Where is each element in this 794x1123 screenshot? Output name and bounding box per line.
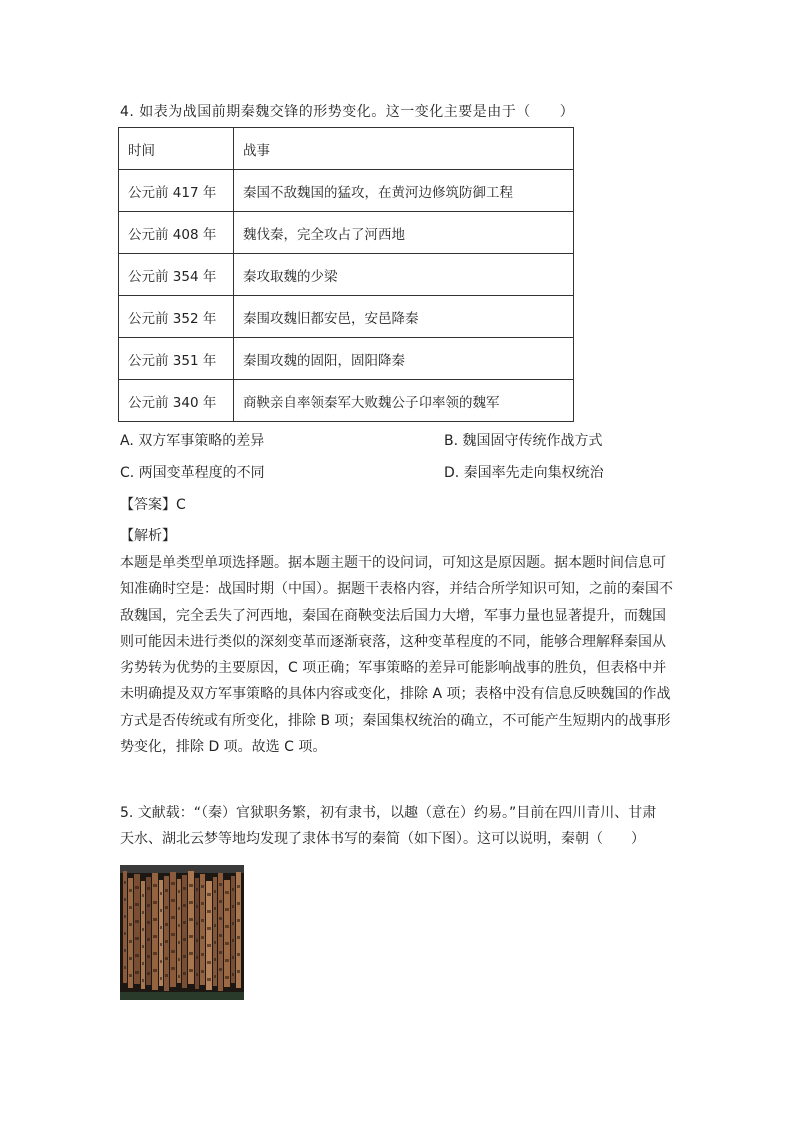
bamboo-slip [164,876,169,991]
row-event: 秦围攻魏的固阳，固阳降秦 [234,338,574,380]
analysis-paragraph [120,550,680,760]
table-row [119,254,574,296]
table-row [119,338,574,380]
bamboo-slip [159,880,163,986]
row-time: 公元前 352 年 [119,296,234,338]
bamboo-slip [128,878,133,988]
row-time: 公元前 417 年 [119,170,234,212]
bamboo-slip [213,877,217,986]
row-time: 公元前 340 年 [119,380,234,422]
question-4-title: 4. 如表为战国前期秦魏交锋的形势变化。这一变化主要是由于（ ） [120,104,575,120]
analysis-label: 【解析】 [120,528,176,544]
question-5-line: 天水、湖北云梦等地均发现了隶体书写的秦简（如下图）。这可以说明，秦朝（ ） [120,831,645,848]
bamboo-slip [188,871,194,984]
bamboo-slip [206,881,212,990]
table-row [119,212,574,254]
analysis-line: 势变化，排除 D 项。故选 C 项。 [120,739,327,756]
table-row [119,170,574,212]
bamboo-slip [224,880,230,987]
bamboo-slip [177,879,181,983]
bamboo-slip [146,877,151,985]
bamboo-slip [152,873,158,990]
row-time: 公元前 408 年 [119,212,234,254]
analysis-line: 知准确时空是：战国时期（中国）。据题干表格内容，并结合所学知识可知，之前的秦国不 [120,581,673,598]
analysis-line: 方式是否传统或有所变化，排除 B 项；秦国集权统治的确立，不可能产生短期内的战事形 [120,712,671,729]
bamboo-slip [195,878,199,989]
analysis-line: 未明确提及双方军事策略的具体内容或变化，排除 A 项；表格中没有信息反映魏国的作战 [120,686,671,703]
header-time: 时间 [119,128,234,170]
option-a: A. 双方军事策略的差异 [120,433,265,449]
analysis-line: 劣势转为优势的主要原因，C 项正确；军事策略的差异可能影响战事的胜负，但表格中并 [120,660,667,677]
question-5-stem [120,800,680,853]
analysis-line: 则可能因未进行类似的深刻变革而逐渐衰落，这种变革程度的不同，能够合理解释秦国从 [120,633,666,650]
answer-label: 【答案】C [120,497,186,513]
row-event: 秦国不敌魏国的猛攻，在黄河边修筑防御工程 [234,170,574,212]
table-row [119,296,574,338]
bamboo-slip [200,874,205,985]
option-d: D. 秦国率先走向集权统治 [444,465,604,481]
row-event: 秦攻取魏的少梁 [234,254,574,296]
bamboo-slip [141,881,145,989]
row-event: 秦围攻魏旧都安邑，安邑降秦 [234,296,574,338]
option-c: C. 两国变革程度的不同 [120,465,265,481]
table-row [119,380,574,422]
option-b: B. 魏国固守传统作战方式 [444,433,603,449]
header-event: 战事 [234,128,574,170]
analysis-line: 本题是单类型单项选择题。据本题主题干的设问词，可知这是原因题。据本题时间信息可 [120,555,666,571]
analysis-line: 敌魏国，完全丢失了河西地，秦国在商鞅变法后国力大增，军事力量也显著提升，而魏国 [120,607,666,624]
bamboo-slips-image [120,865,244,1000]
question-5-line: 5. 文献载：“（秦）官狱职务繁，初有隶书，以趣（意在）约易。”目前在四川青川、甘肃 [120,805,657,821]
battle-table [118,127,574,422]
row-event: 商鞅亲自率领秦军大败魏公子卬率领的魏军 [234,380,574,422]
row-time: 公元前 351 年 [119,338,234,380]
row-time: 公元前 354 年 [119,254,234,296]
bamboo-slip [218,873,223,991]
row-event: 魏伐秦，完全攻占了河西地 [234,212,574,254]
bamboo-slip [182,875,187,988]
bamboo-slip [134,874,140,984]
bamboo-slip [231,876,235,983]
table-header-row [119,128,574,170]
